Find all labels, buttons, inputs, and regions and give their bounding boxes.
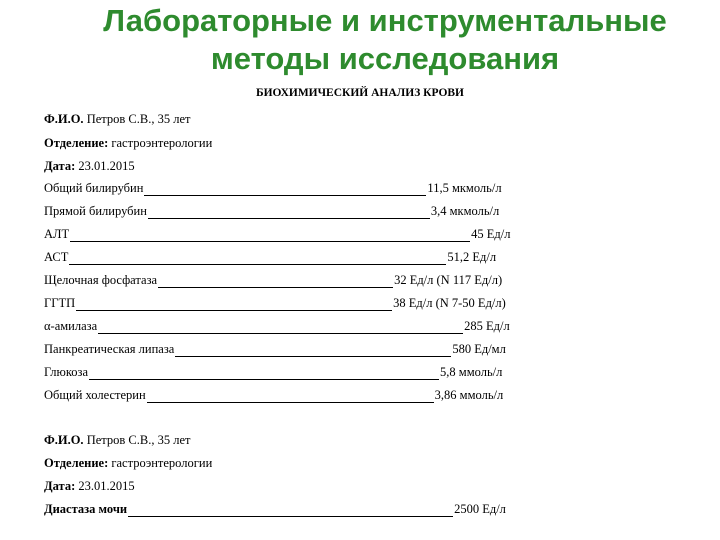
analysis-name: АЛТ <box>44 227 70 241</box>
analysis-row-direct-bilirubin <box>44 203 499 219</box>
analysis-value: 45 Ед/л <box>471 227 511 241</box>
analysis-value: 5,8 ммоль/л <box>440 365 503 379</box>
slide-title-line-2: методы исследования <box>210 41 560 76</box>
date-line <box>44 158 135 174</box>
analysis-row-pancreatic-lipase <box>44 341 506 357</box>
date-label: Дата: <box>44 159 76 173</box>
patient-name-label: Ф.И.О. <box>44 433 84 447</box>
analysis-value: 38 Ед/л (N 7-50 Ед/л) <box>393 296 506 310</box>
analysis-row-ast <box>44 249 496 265</box>
analysis-row-total-cholesterol <box>44 387 503 403</box>
fill-line <box>70 229 470 242</box>
analysis-row-glucose <box>44 364 502 380</box>
analysis-name: АСТ <box>44 250 69 264</box>
department-label: Отделение: <box>44 136 109 150</box>
patient-name-value: Петров С.В., 35 лет <box>83 433 191 447</box>
analysis-name: Прямой билирубин <box>44 204 147 218</box>
analysis-name: Панкреатическая липаза <box>44 342 175 356</box>
patient-name-line-2 <box>44 432 190 448</box>
department-value: гастроэнтерологии <box>108 456 213 470</box>
analysis-value: 3,86 ммоль/л <box>434 388 504 402</box>
fill-line <box>98 321 463 334</box>
fill-line <box>69 252 446 265</box>
date-line-2 <box>44 478 135 494</box>
analysis-value: 32 Ед/л (N 117 Ед/л) <box>394 273 503 287</box>
fill-line <box>89 367 439 380</box>
analysis-name: Общий билирубин <box>44 181 144 195</box>
analysis-row-ggtp <box>44 295 506 311</box>
patient-name-label: Ф.И.О. <box>44 112 84 126</box>
analysis-value: 11,5 мкмоль/л <box>427 181 502 195</box>
analysis-value: 285 Ед/л <box>464 319 510 333</box>
fill-line <box>148 206 430 219</box>
fill-line <box>144 183 426 196</box>
slide-title <box>60 2 710 78</box>
fill-line <box>175 344 451 357</box>
fill-line <box>158 275 393 288</box>
department-line <box>44 135 212 151</box>
analysis-row-alpha-amylase <box>44 318 510 334</box>
patient-name-value: Петров С.В., 35 лет <box>83 112 191 126</box>
analysis-value: 580 Ед/мл <box>452 342 506 356</box>
analysis-name: Диастаза мочи <box>44 502 128 516</box>
analysis-name: Общий холестерин <box>44 388 146 402</box>
date-value: 23.01.2015 <box>75 159 135 173</box>
analysis-row-urine-diastase <box>44 501 506 517</box>
date-label: Дата: <box>44 479 76 493</box>
analysis-name: ГГТП <box>44 296 76 310</box>
slide-title-line-1: Лабораторные и инструментальные <box>103 3 667 38</box>
analysis-value: 51,2 Ед/л <box>447 250 497 264</box>
analysis-value: 3,4 мкмоль/л <box>430 204 500 218</box>
department-label: Отделение: <box>44 456 109 470</box>
department-value: гастроэнтерологии <box>108 136 213 150</box>
date-value: 23.01.2015 <box>75 479 135 493</box>
analysis-value: 2500 Ед/л <box>454 502 506 516</box>
fill-line <box>147 390 434 403</box>
document-header: БИОХИМИЧЕСКИЙ АНАЛИЗ КРОВИ <box>255 87 465 99</box>
analysis-name: Щелочная фосфатаза <box>44 273 158 287</box>
analysis-row-alkaline-phosphatase <box>44 272 502 288</box>
department-line-2 <box>44 455 212 471</box>
analysis-name: Глюкоза <box>44 365 89 379</box>
fill-line <box>76 298 392 311</box>
analysis-row-alt <box>44 226 510 242</box>
patient-name-line <box>44 111 190 127</box>
analysis-name: α-амилаза <box>44 319 98 333</box>
fill-line <box>128 504 453 517</box>
analysis-row-total-bilirubin <box>44 180 502 196</box>
